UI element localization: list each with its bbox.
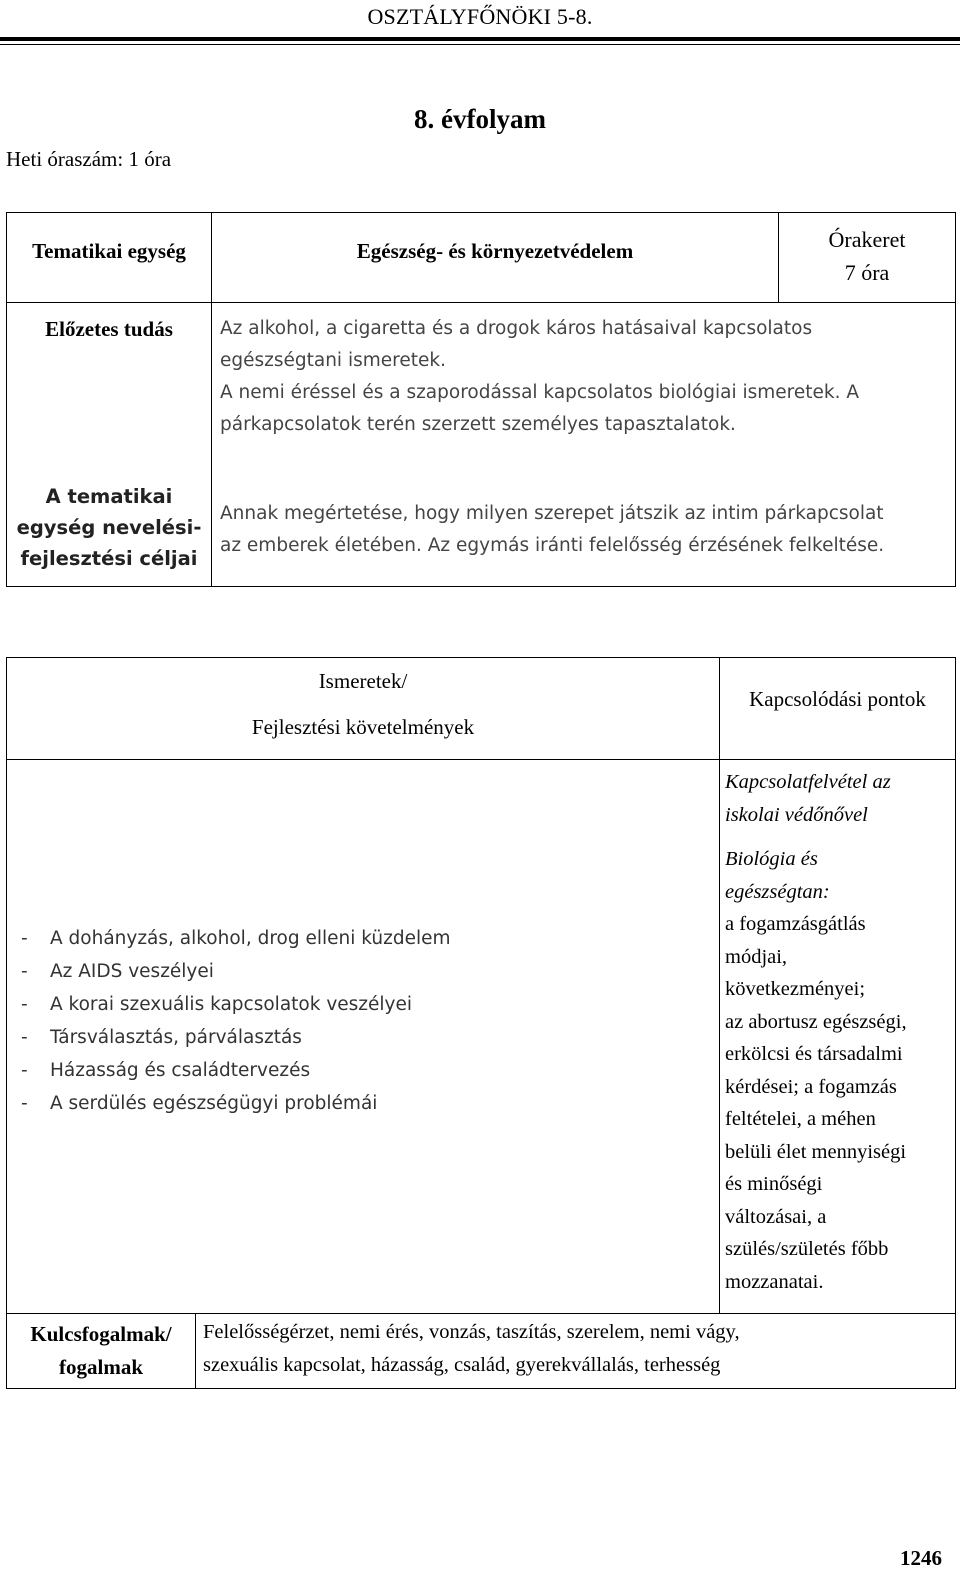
connection-line: iskolai védőnővel bbox=[725, 803, 868, 826]
goals-text bbox=[220, 498, 950, 562]
list-item bbox=[21, 922, 711, 955]
list-item-text: A korai szexuális kapcsolatok veszélyei bbox=[50, 994, 412, 1015]
label-line: fogalmak bbox=[59, 1355, 143, 1379]
header-rule-thin bbox=[0, 44, 960, 45]
bullet-dash: - bbox=[21, 961, 28, 982]
bullet-dash: - bbox=[21, 1027, 28, 1048]
list-item-text: Társválasztás, párválasztás bbox=[50, 1027, 302, 1048]
connection-line: erkölcsi és társadalmi bbox=[725, 1043, 903, 1065]
divider bbox=[7, 1313, 955, 1314]
label-line: A tematikai bbox=[45, 485, 173, 508]
prior-knowledge-text bbox=[220, 313, 950, 441]
label-line: Kulcsfogalmak/ bbox=[30, 1322, 172, 1346]
bullet-dash: - bbox=[21, 994, 28, 1015]
theme-value: Egészség- és környezetvédelem bbox=[356, 239, 634, 263]
list-item-text: Az AIDS veszélyei bbox=[50, 961, 214, 982]
bullet-dash: - bbox=[21, 1093, 28, 1114]
theme-label: Tematikai egység bbox=[32, 239, 186, 263]
goals-label bbox=[7, 481, 211, 574]
header-line: Fejlesztési követelmények bbox=[251, 715, 475, 739]
connection-line: Kapcsolatfelvétel az bbox=[725, 771, 891, 793]
connection-line: a fogamzásgátlás bbox=[725, 913, 866, 935]
list-item bbox=[21, 1021, 711, 1054]
unit-table bbox=[6, 212, 956, 587]
running-header: OSZTÁLYFŐNÖKI 5-8. bbox=[367, 4, 593, 29]
divider bbox=[7, 759, 955, 760]
keywords-text bbox=[203, 1316, 953, 1382]
connections-cell bbox=[725, 766, 955, 1298]
connection-line: következményei; bbox=[725, 978, 866, 1000]
knowledge-header bbox=[7, 658, 719, 750]
content-table bbox=[6, 657, 956, 1389]
connection-line: szülés/születés főbb bbox=[725, 1238, 889, 1260]
connection-line: az abortusz egészségi, bbox=[725, 1010, 907, 1033]
connection-line: feltételei, a méhen bbox=[725, 1108, 876, 1130]
connection-line: módjai, bbox=[725, 945, 788, 968]
list-item bbox=[21, 955, 711, 988]
spacer bbox=[725, 831, 955, 843]
list-item bbox=[21, 1054, 711, 1087]
knowledge-list bbox=[21, 922, 711, 1120]
bullet-dash: - bbox=[21, 928, 28, 949]
hours-value: 7 óra bbox=[844, 260, 890, 285]
divider bbox=[211, 302, 212, 587]
text-line: párkapcsolatok terén szerzett személyes tapasztalatok. bbox=[220, 414, 736, 435]
list-item-text: A serdülés egészségügyi problémái bbox=[50, 1093, 378, 1114]
text-line: egészségtani ismeretek. bbox=[220, 350, 446, 371]
hours-box bbox=[779, 223, 955, 289]
prior-knowledge-label: Előzetes tudás bbox=[45, 317, 173, 341]
grade-title: 8. évfolyam bbox=[414, 104, 546, 134]
keywords-label bbox=[7, 1318, 195, 1384]
hours-label: Órakeret bbox=[828, 227, 906, 252]
text-line: Annak megértetése, hogy milyen szerepet játszik az intim párkapcsolat bbox=[220, 503, 884, 524]
text-line: szexuális kapcsolat, házasság, család, gyerekvállalás, terhesség bbox=[203, 1354, 721, 1376]
page-number: 1246 bbox=[900, 1546, 942, 1570]
text-line: az emberek életében. Az egymás iránti felelősség érzésének felkeltése. bbox=[220, 535, 885, 556]
connection-line: és minőségi bbox=[725, 1173, 823, 1195]
text-line: Az alkohol, a cigaretta és a drogok káros hatásaival kapcsolatos bbox=[220, 318, 813, 339]
divider bbox=[719, 658, 720, 1314]
list-item-text: A dohányzás, alkohol, drog elleni küzdelem bbox=[50, 928, 451, 949]
label-line: egység nevelési- bbox=[16, 516, 202, 539]
divider bbox=[195, 1313, 196, 1388]
connection-line: Biológia és bbox=[725, 848, 818, 870]
connections-header: Kapcsolódási pontok bbox=[749, 687, 926, 711]
label-line: fejlesztési céljai bbox=[20, 547, 198, 570]
list-item bbox=[21, 1087, 711, 1120]
connection-line: változásai, a bbox=[725, 1205, 827, 1228]
connection-line: mozzanatai. bbox=[725, 1270, 824, 1293]
header-line: Ismeretek/ bbox=[318, 669, 408, 693]
weekly-hours: Heti óraszám: 1 óra bbox=[6, 147, 172, 171]
text-line: Felelősségérzet, nemi érés, vonzás, taszítás, szerelem, nemi vágy, bbox=[203, 1321, 740, 1343]
header-rule-thick bbox=[0, 37, 960, 41]
bullet-dash: - bbox=[21, 1060, 28, 1081]
connection-line: kérdései; a fogamzás bbox=[725, 1075, 897, 1098]
divider bbox=[7, 302, 955, 303]
connection-line: belüli élet mennyiségi bbox=[725, 1140, 907, 1163]
list-item-text: Házasság és családtervezés bbox=[50, 1060, 311, 1081]
connection-line: egészségtan: bbox=[725, 880, 830, 903]
text-line: A nemi éréssel és a szaporodással kapcsolatos biológiai ismeretek. A bbox=[220, 382, 860, 403]
list-item bbox=[21, 988, 711, 1021]
